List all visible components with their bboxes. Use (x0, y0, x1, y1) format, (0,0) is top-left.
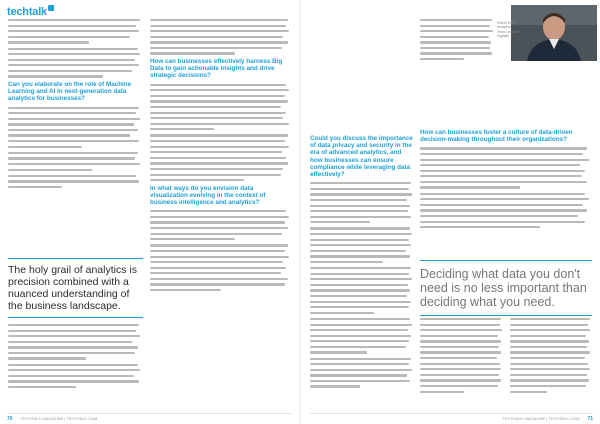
body-text-block (8, 364, 143, 389)
body-text-block (510, 318, 592, 393)
section-heading: Could you discuss the importance of data privacy and security in the era of advanced analytics, and how businesses can ensure compliance while leveraging data effectively? (310, 135, 413, 179)
footer-right (310, 413, 593, 422)
footer-left (7, 413, 292, 422)
page-number-left: 70 (7, 416, 13, 422)
body-text-block (150, 134, 292, 181)
body-text-block (150, 210, 292, 240)
body-text-block (150, 244, 292, 291)
section-heading: In what ways do you envision data visualization evolving in the context of business intelligence and analytics? (150, 184, 266, 207)
column-2 (150, 19, 292, 295)
body-text-block (310, 267, 414, 314)
column-1 (8, 19, 143, 191)
section-heading: Can you elaborate on the role of Machine Learning and AI in next-generation data analytics for businesses? (8, 80, 132, 103)
body-text-block (310, 318, 414, 354)
column-4-lower-a (420, 318, 504, 396)
page-number-right: 71 (587, 416, 593, 422)
body-text-block (8, 48, 143, 78)
body-text-block (8, 107, 143, 148)
footer-label-right: TECHTALK MAGAZINE | TECHTALK.COM (502, 416, 580, 421)
logo-text: techtalk (7, 6, 47, 18)
section-heading: How can businesses foster a culture of data-driven decision-making throughout their organizations? (420, 129, 573, 144)
column-1-lower (8, 324, 143, 392)
portrait-photo (511, 5, 597, 61)
photo-caption: Rainer Kirn, Analytics Team Lead at Digitalis (497, 21, 518, 39)
body-text-block (8, 19, 143, 44)
pull-quote-left: The holy grail of analytics is precision combined with a nuanced understanding of the business landscape. (8, 258, 143, 318)
portrait-image (511, 5, 597, 61)
column-4 (420, 127, 592, 232)
body-text-block (310, 227, 414, 263)
pull-quote-right: Deciding what data you don't need is no less important than deciding what you need. (420, 260, 592, 316)
body-text-block (310, 182, 414, 223)
column-4-lower-b (510, 318, 592, 396)
body-text-block (420, 19, 494, 60)
body-text-block (310, 358, 414, 388)
column-4-top (420, 19, 494, 64)
body-text-block (8, 324, 143, 360)
section-heading: How can businesses effectively harness Big Data to gain actionable insights and drive strategic decisions? (150, 58, 283, 80)
masthead-logo (7, 5, 54, 18)
body-text-block (420, 147, 592, 188)
body-text-block (420, 193, 592, 229)
body-text-block (8, 175, 143, 188)
footer-label-left: TECHTALK MAGAZINE | TECHTALK.COM (20, 416, 98, 421)
body-text-block (8, 152, 143, 171)
body-text-block (150, 84, 292, 131)
logo-mark-icon (48, 5, 54, 11)
page-gutter (299, 0, 301, 424)
body-text-block (420, 318, 504, 393)
column-3 (310, 133, 414, 391)
body-text-block (150, 19, 292, 55)
